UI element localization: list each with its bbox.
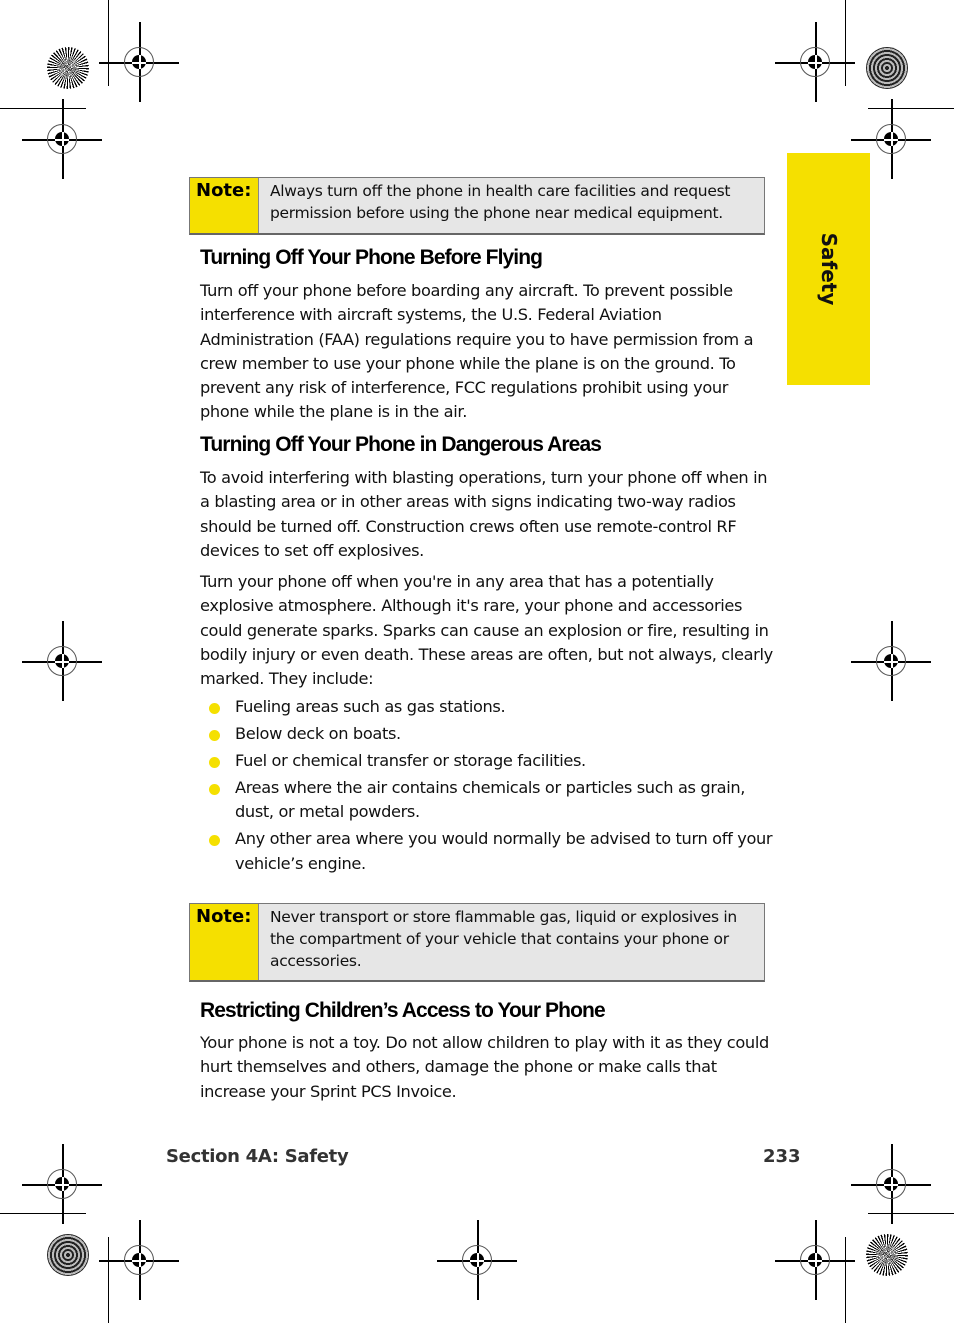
list-item: Areas where the air contains chemicals or particles such as grain, dust, or metal powders. <box>200 776 778 825</box>
crop-mark <box>868 108 954 109</box>
side-tab-label: Safety <box>816 232 841 306</box>
bullet-icon <box>209 703 220 714</box>
note-label: Note: <box>190 904 259 980</box>
bullet-icon <box>209 835 220 846</box>
paragraph-children: Your phone is not a toy. Do not allow children to play with it as they could hurt themselves and others, damage the phone or make calls that increase your Sprint PCS Invoice. <box>200 1033 769 1101</box>
crop-mark <box>845 0 846 86</box>
paragraph-explosive-atmosphere: Turn your phone off when you're in any area that has a potentially explosive atmosphere. Although it's rare, your phone and accessories could generate sparks. Sparks can cause an explosion or fire, resulting in bodily injury or even death. These areas are often, but not always, clearly marked. They include: <box>200 572 773 689</box>
heading-children-access: Restricting Children’s Access to Your Phone <box>200 999 605 1022</box>
section-side-tab <box>787 153 870 385</box>
starburst-icon <box>47 47 89 89</box>
moire-icon <box>866 47 908 89</box>
crop-mark <box>0 108 86 109</box>
moire-icon <box>47 1234 89 1276</box>
crop-mark <box>108 0 109 86</box>
note-text: Never transport or store flammable gas, liquid or explosives in the compartment of your vehicle that contains your phone or accessories. <box>270 908 737 970</box>
page-number: 233 <box>763 1146 801 1167</box>
crop-mark <box>0 1213 86 1214</box>
bullet-icon <box>209 730 220 741</box>
list-item: Any other area where you would normally be advised to turn off your vehicle’s engine. <box>200 827 778 876</box>
dangerous-areas-list <box>200 695 778 879</box>
crop-mark <box>108 1237 109 1323</box>
note-box-flammable <box>189 903 765 982</box>
bullet-icon <box>209 757 220 768</box>
list-item: Fueling areas such as gas stations. <box>200 695 778 719</box>
paragraph-blasting: To avoid interfering with blasting operations, turn your phone off when in a blasting area or in other areas with signs indicating two-way radios should be turned off. Construction crews often use remote-control RF devices to set off explosives. <box>200 468 768 560</box>
note-box-medical <box>189 177 765 235</box>
bullet-icon <box>209 784 220 795</box>
note-text: Always turn off the phone in health care facilities and request permission before using the phone near medical equipment. <box>270 182 731 222</box>
crop-mark <box>845 1237 846 1323</box>
heading-flying: Turning Off Your Phone Before Flying <box>200 246 543 269</box>
crop-mark <box>868 1213 954 1214</box>
footer-section-title: Section 4A: Safety <box>166 1146 349 1167</box>
paragraph-flying: Turn off your phone before boarding any aircraft. To prevent possible interference with aircraft systems, the U.S. Federal Aviation Administration (FAA) regulations require you to have permission from a crew member to use your phone while the plane is on the ground. To prevent any risk of interference, FCC regulations prohibit using your phone while the plane is in the air. <box>200 281 754 422</box>
list-item: Fuel or chemical transfer or storage facilities. <box>200 749 778 773</box>
heading-dangerous-areas: Turning Off Your Phone in Dangerous Areas <box>200 433 602 456</box>
starburst-icon <box>866 1234 908 1276</box>
note-label: Note: <box>190 178 259 233</box>
list-item: Below deck on boats. <box>200 722 778 746</box>
